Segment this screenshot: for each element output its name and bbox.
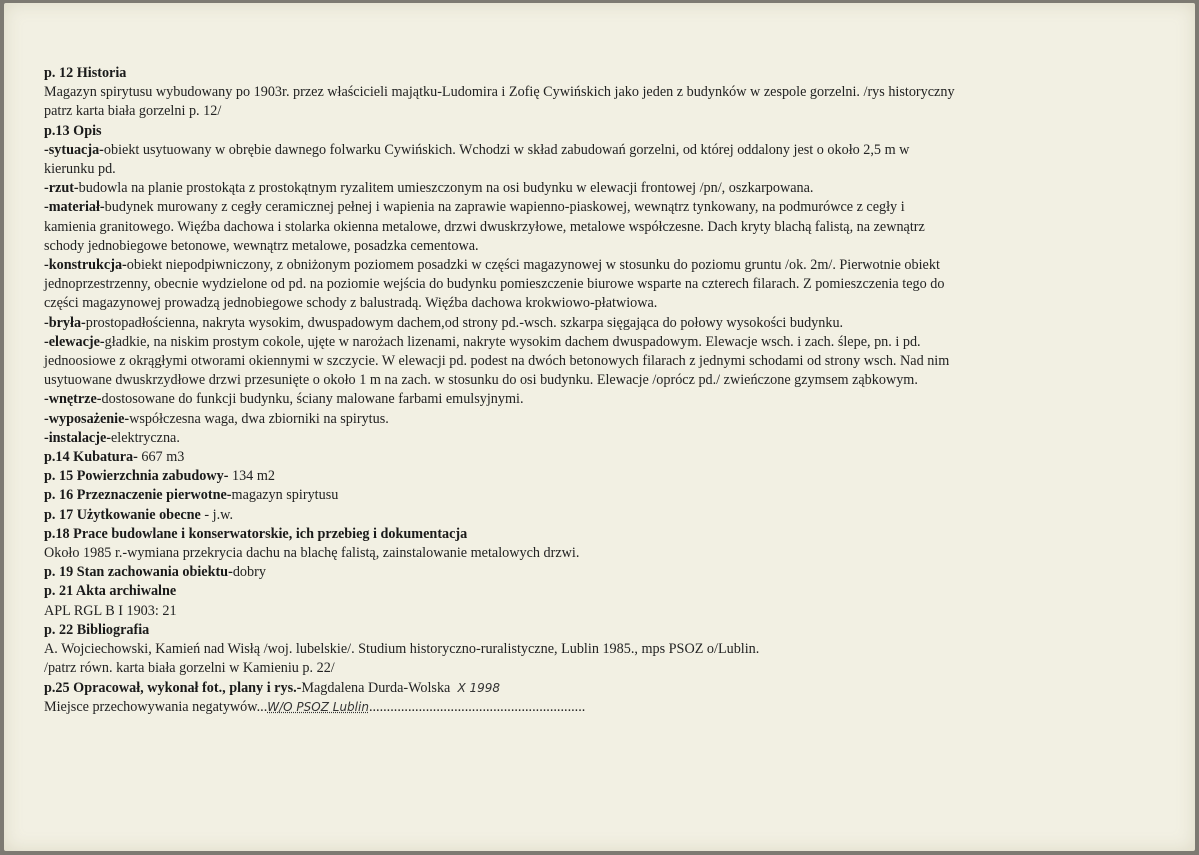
text-line xyxy=(44,640,1164,659)
field-text: budynek murowany z cegły ceramicznej pełnej i wapienia na zaprawie wapienno-piaskowej, wewnątrz tynkowany, na podmurówce z cegły i xyxy=(104,199,905,216)
text-line xyxy=(44,256,1164,275)
text-line xyxy=(44,544,1164,563)
text-line xyxy=(44,659,1164,678)
field-text: APL RGL B I 1903: 21 xyxy=(44,602,177,619)
text-line xyxy=(44,122,1164,141)
text-line xyxy=(44,275,1164,294)
document-body xyxy=(44,64,1164,717)
field-heading: p. 12 Historia xyxy=(44,65,127,81)
handwritten-date: X 1998 xyxy=(457,680,501,695)
field-heading: -bryła- xyxy=(44,314,86,331)
text-line xyxy=(44,218,1164,237)
field-heading: p.13 Opis xyxy=(44,122,102,139)
field-text: usytuowane dwuskrzydłowe drzwi przesunięte o około 1 m na zach. w stosunku do osi budynku. Elewacje /oprócz pd./ zwieńczone gzymsem ząbkowym. xyxy=(44,372,918,389)
text-line xyxy=(44,179,1164,198)
author-heading: p.25 Opracował, wykonał fot., plany i rys.- xyxy=(44,679,302,696)
field-text: Magazyn spirytusu wybudowany po 1903r. przez właścicieli majątku-Ludomira i Zofię Cywińskich jako jeden z budynków w zespole gorzelni. /rys historyczny xyxy=(44,84,955,101)
text-line xyxy=(44,390,1164,409)
field-heading: p. 15 Powierzchnia zabudowy- xyxy=(44,468,229,485)
text-line xyxy=(44,160,1164,179)
text-line xyxy=(44,141,1164,160)
text-line xyxy=(44,582,1164,601)
text-line xyxy=(44,237,1164,256)
field-text: elektryczna. xyxy=(110,429,180,446)
text-line xyxy=(44,198,1164,217)
field-text: obiekt usytuowany w obrębie dawnego folwarku Cywińskich. Wchodzi w skład zabudowań gorzelni, od której oddalony jest o około 2,5 m w xyxy=(103,141,910,158)
document-card xyxy=(4,3,1195,851)
field-heading: -rzut- xyxy=(44,180,79,197)
text-line xyxy=(44,410,1164,429)
field-heading: -materiał- xyxy=(44,199,105,216)
field-heading: -elewacje- xyxy=(44,333,105,350)
field-heading: -wyposażenie- xyxy=(44,410,130,427)
field-text: patrz karta biała gorzelni p. 12/ xyxy=(44,103,222,120)
field-heading: p. 19 Stan zachowania obiektu- xyxy=(44,564,233,581)
field-text: dobry xyxy=(232,564,266,581)
text-line xyxy=(44,314,1164,333)
field-heading: -wnętrze- xyxy=(44,391,102,408)
text-line xyxy=(44,333,1164,352)
field-heading: p.14 Kubatura- xyxy=(44,449,138,466)
field-text: kamienia granitowego. Więźba dachowa i stolarka okienna metalowe, drzwi dwuskrzyłowe, metalowe współczesne. Dach kryty blachą falistą, na zewnątrz xyxy=(44,218,925,235)
field-text: Około 1985 r.-wymiana przekrycia dachu na blachę falistą, zainstalowanie metalowych drzwi. xyxy=(44,545,580,562)
field-text: części magazynowej prowadzą jednobiegowe schody z balustradą. Więźba dachowa krokwiowo-płatwiowa. xyxy=(44,295,658,312)
negatives-label: Miejsce przechowywania negatywów xyxy=(44,698,257,715)
field-heading: p. 16 Przeznaczenie pierwotne- xyxy=(44,487,232,504)
field-heading: p. 21 Akta archiwalne xyxy=(44,583,177,600)
author-name: Magdalena Durda-Wolska xyxy=(301,679,451,696)
field-text: jednoosiowe z okrągłymi otworami okiennymi w szczycie. W elewacji pd. podest na dwóch betonowych filarach z jednymi schodami od strony wsch. Nad nim xyxy=(44,353,950,370)
field-text: schody jednobiegowe betonowe, wewnątrz metalowe, posadzka cementowa. xyxy=(44,237,479,254)
text-line xyxy=(44,64,1164,83)
field-text: dostosowane do funkcji budynku, ściany malowane farbami emulsyjnymi. xyxy=(101,391,524,408)
field-text: kierunku pd. xyxy=(44,161,116,178)
text-line xyxy=(44,352,1164,371)
text-line xyxy=(44,602,1164,621)
field-text: współczesna waga, dwa zbiorniki na spirytus. xyxy=(129,410,389,427)
field-text: jednoprzestrzenny, obecnie wydzielone od pd. na poziomie wejścia do budynku pomieszczenie biurowe wsparte na czterech filarach. Z pomieszczenia tego do xyxy=(44,276,945,293)
handwritten-location: W/O PSOZ Lublin xyxy=(267,699,369,714)
field-heading: -konstrukcja- xyxy=(44,257,127,274)
field-text: magazyn spirytusu xyxy=(231,487,339,504)
field-heading: p. 17 Użytkowanie obecne xyxy=(44,506,201,523)
text-line xyxy=(44,563,1164,582)
text-line xyxy=(44,371,1164,390)
text-line xyxy=(44,102,1164,121)
field-text: - j.w. xyxy=(200,506,234,523)
field-text: gładkie, na niskim prostym cokole, ujęte w narożach lizenami, nakryte wysokim dachem dwuspadowym. Elewacje wsch. i zach. ślepe, pn. i pd. xyxy=(104,333,921,350)
field-text: /patrz równ. karta biała gorzelni w Kamieniu p. 22/ xyxy=(44,660,335,677)
field-text: prostopadłościenna, nakryta wysokim, dwuspadowym dachem,od strony pd.-wsch. szkarpa sięgająca do połowy wysokości budynku. xyxy=(85,314,844,331)
field-text: budowla na planie prostokąta z prostokątnym ryzalitem umieszczonym na osi budynku w elewacji frontowej /pn/, oszkarpowana. xyxy=(78,180,814,197)
field-text: obiekt niepodpiwniczony, z obniżonym poziomem posadzki w części magazynowej w stosunku do poziomu gruntu /ok. 2m/. Pierwotnie obiekt xyxy=(126,257,940,274)
field-text: 667 m3 xyxy=(137,449,185,466)
text-line xyxy=(44,525,1164,544)
text-line xyxy=(44,621,1164,640)
author-line xyxy=(44,679,1164,698)
negatives-line: Miejsce przechowywania negatywów...W/O PSOZ Lublin............................................................. xyxy=(44,698,586,715)
text-line xyxy=(44,448,1164,467)
field-heading: -sytuacja- xyxy=(44,141,104,158)
text-line xyxy=(44,467,1164,486)
field-heading: p. 22 Bibliografia xyxy=(44,621,150,638)
field-text: 134 m2 xyxy=(228,468,275,485)
field-text: A. Wojciechowski, Kamień nad Wisłą /woj. lubelskie/. Studium historyczno-ruralistyczne, Lublin 1985., mps PSOZ o/Lublin. xyxy=(44,641,760,658)
text-line xyxy=(44,83,1164,102)
text-line xyxy=(44,506,1164,525)
text-line xyxy=(44,429,1164,448)
text-line xyxy=(44,294,1164,313)
field-heading: -instalacje- xyxy=(44,429,111,446)
field-heading: p.18 Prace budowlane i konserwatorskie, ich przebieg i dokumentacja xyxy=(44,525,468,542)
text-line xyxy=(44,486,1164,505)
